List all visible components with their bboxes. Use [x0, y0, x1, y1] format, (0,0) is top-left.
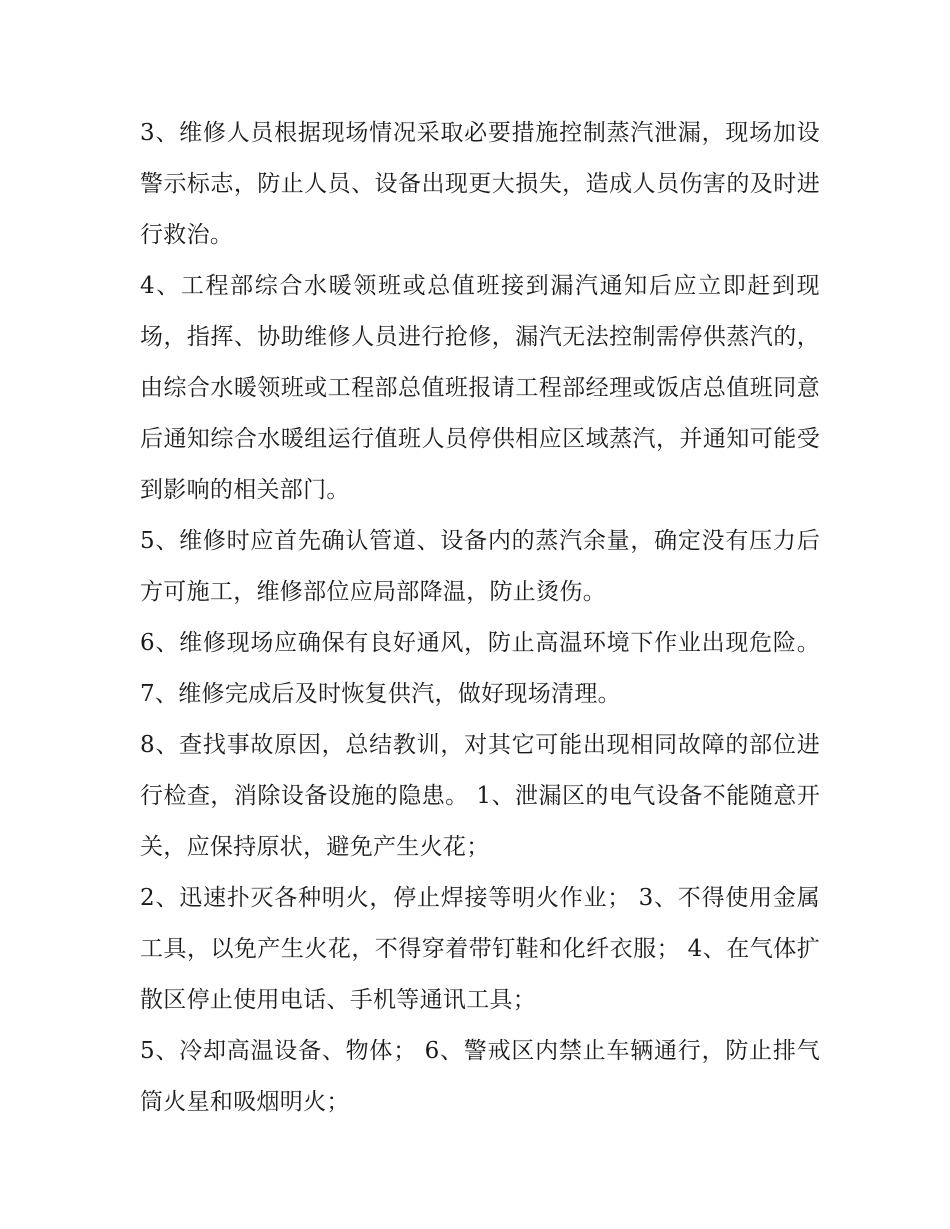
paragraph-item-2-3-4: 2、迅速扑灭各种明火，停止焊接等明火作业； 3、不得使用金属工具，以免产生火花，不得穿着带钉鞋和化纤衣服； 4、在气体扩散区停止使用电话、手机等通讯工具；: [140, 885, 820, 1013]
paragraph-item-5: 5、维修时应首先确认管道、设备内的蒸汽余量，确定没有压力后方可施工，维修部位应局部降温，防止烫伤。: [140, 528, 820, 605]
paragraph-item-3: 3、维修人员根据现场情况采取必要措施控制蒸汽泄漏，现场加设警示标志，防止人员、设备出现更大损失，造成人员伤害的及时进行救治。: [140, 120, 820, 248]
paragraph-item-8-1: 8、查找事故原因，总结教训，对其它可能出现相同故障的部位进行检查，消除设备设施的隐患。 1、泄漏区的电气设备不能随意开关，应保持原状，避免产生火花；: [140, 732, 820, 860]
document-body: [140, 108, 820, 1128]
paragraph-item-5-6: 5、冷却高温设备、物体； 6、警戒区内禁止车辆通行，防止排气筒火星和吸烟明火；: [140, 1038, 820, 1115]
paragraph-item-4: 4、工程部综合水暖领班或总值班接到漏汽通知后应立即赶到现场，指挥、协助维修人员进行抢修，漏汽无法控制需停供蒸汽的，由综合水暖领班或工程部总值班报请工程部经理或饭店总值班同意后通知综合水暖组运行值班人员停供相应区域蒸汽，并通知可能受到影响的相关部门。: [140, 273, 820, 503]
paragraph-item-6-7: 6、维修现场应确保有良好通风，防止高温环境下作业出现危险。 7、维修完成后及时恢复供汽，做好现场清理。: [140, 630, 820, 707]
